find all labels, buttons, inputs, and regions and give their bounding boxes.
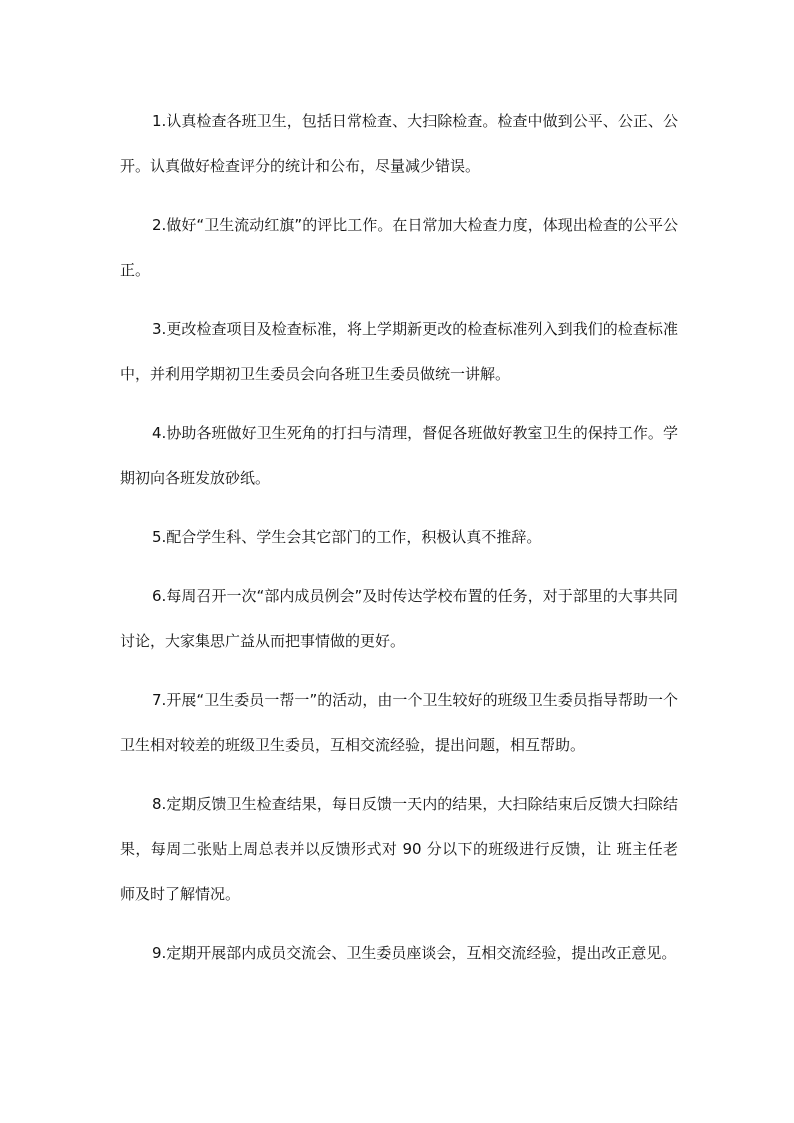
paragraph-5: 5.配合学生科、学生会其它部门的工作，积极认真不推辞。 — [152, 528, 542, 546]
paragraph-7: 7.开展“卫生委员一帮一”的活动，由一个卫生较好的班级卫生委员指导帮助一个卫生相对较差的班级卫生委员，互相交流经验，提出问题，相互帮助。 — [120, 691, 678, 754]
paragraph-1: 1.认真检查各班卫生，包括日常检查、大扫除检查。检查中做到公平、公正、公开。认真做好检查评分的统计和公布，尽量减少错误。 — [120, 112, 678, 175]
paragraph-4: 4.协助各班做好卫生死角的打扫与清理，督促各班做好教室卫生的保持工作。学期初向各班发放砂纸。 — [120, 424, 678, 487]
paragraph-2: 2.做好“卫生流动红旗”的评比工作。在日常加大检查力度，体现出检查的公平公正。 — [120, 216, 678, 279]
paragraph-6: 6.每周召开一次“部内成员例会”及时传达学校布置的任务，对于部里的大事共同讨论，大家集思广益从而把事情做的更好。 — [120, 587, 678, 650]
paragraph-8: 8.定期反馈卫生检查结果，每日反馈一天内的结果，大扫除结束后反馈大扫除结果，每周二张贴上周总表并以反馈形式对 90 分以下的班级进行反馈，让 班主任老师及时了解情况。 — [120, 795, 678, 903]
document-body — [120, 99, 678, 990]
paragraph-3: 3.更改检查项目及检查标准，将上学期新更改的检查标准列入到我们的检查标准中，并利用学期初卫生委员会向各班卫生委员做统一讲解。 — [120, 320, 678, 383]
paragraph-9: 9.定期开展部内成员交流会、卫生委员座谈会，互相交流经验，提出改正意见。 — [152, 944, 677, 962]
